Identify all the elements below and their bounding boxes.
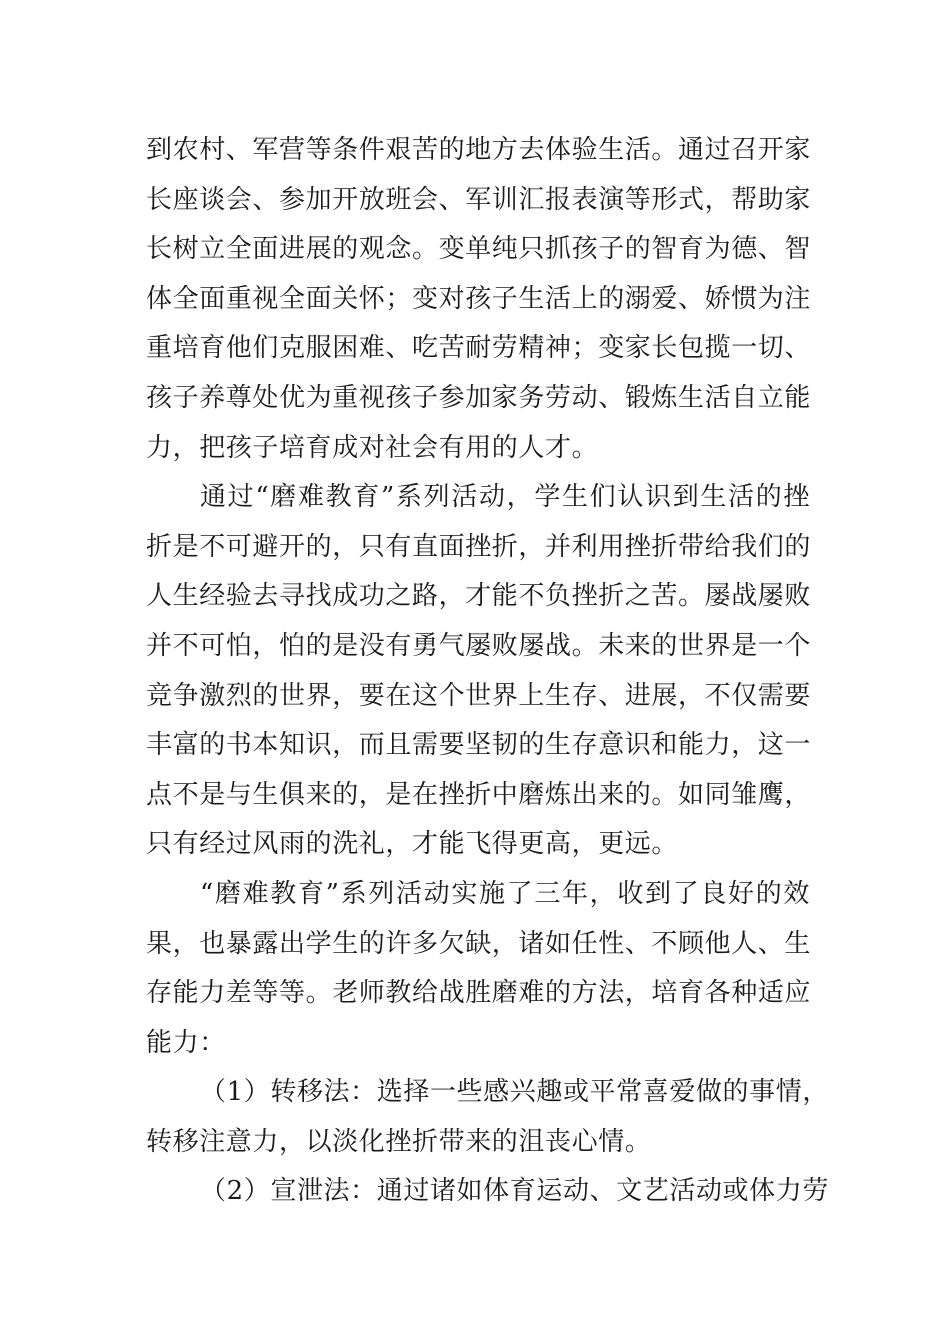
paragraph bbox=[146, 870, 810, 1068]
text-line: 点不是与生俱来的，是在挫折中磨炼出来的。如同雏鹰， bbox=[146, 779, 812, 810]
text-line: 孩子养尊处优为重视孩子参加家务劳动、锻炼生活自立能 bbox=[146, 382, 812, 413]
text-line: 体全面重视全面关怀；变对孩子生活上的溺爱、娇惯为注 bbox=[146, 283, 812, 314]
paragraph bbox=[146, 1068, 829, 1167]
text-line: 人生经验去寻找成功之路，才能不负挫折之苦。屡战屡败 bbox=[146, 581, 812, 612]
text-line: 转移注意力，以淡化挫折带来的沮丧心情。 bbox=[146, 1126, 652, 1157]
text-line: 长树立全面进展的观念。变单纯只抓孩子的智育为德、智 bbox=[146, 234, 812, 265]
text-line: 存能力差等等。老师教给战胜磨难的方法，培育各种适应 bbox=[146, 978, 812, 1009]
document-body bbox=[146, 126, 829, 1217]
text-line: 重培育他们克服困难、吃苦耐劳精神；变家长包揽一切、 bbox=[146, 333, 812, 364]
text-line: 长座谈会、参加开放班会、军训汇报表演等形式，帮助家 bbox=[146, 184, 812, 215]
text-line: “磨难教育”系列活动实施了三年，收到了良好的效 bbox=[200, 878, 810, 909]
text-line: （1）转移法：选择一些感兴趣或平常喜爱做的事情， bbox=[200, 1077, 829, 1108]
text-line: 果，也暴露出学生的许多欠缺，诸如任性、不顾他人、生 bbox=[146, 928, 812, 959]
text-line: 力，把孩子培育成对社会有用的人才。 bbox=[146, 432, 599, 463]
text-line: 丰富的书本知识，而且需要坚韧的生存意识和能力，这一 bbox=[146, 730, 812, 761]
text-line: 折是不可避开的，只有直面挫折，并利用挫折带给我们的 bbox=[146, 531, 812, 562]
text-line: 并不可怕，怕的是没有勇气屡败屡战。未来的世界是一个 bbox=[146, 630, 812, 661]
text-line: （2）宣泄法：通过诸如体育运动、文艺活动或体力劳 bbox=[200, 1176, 829, 1207]
paragraph bbox=[146, 473, 810, 870]
paragraph bbox=[146, 1167, 829, 1217]
text-line: 只有经过风雨的洗礼，才能飞得更高，更远。 bbox=[146, 829, 679, 860]
paragraph bbox=[146, 126, 810, 473]
text-line: 到农村、军营等条件艰苦的地方去体验生活。通过召开家 bbox=[146, 135, 812, 165]
text-line: 通过“磨难教育”系列活动，学生们认识到生活的挫 bbox=[200, 482, 810, 513]
text-line: 竞争激烈的世界，要在这个世界上生存、进展，不仅需要 bbox=[146, 680, 812, 711]
text-line: 能力： bbox=[146, 1027, 226, 1058]
